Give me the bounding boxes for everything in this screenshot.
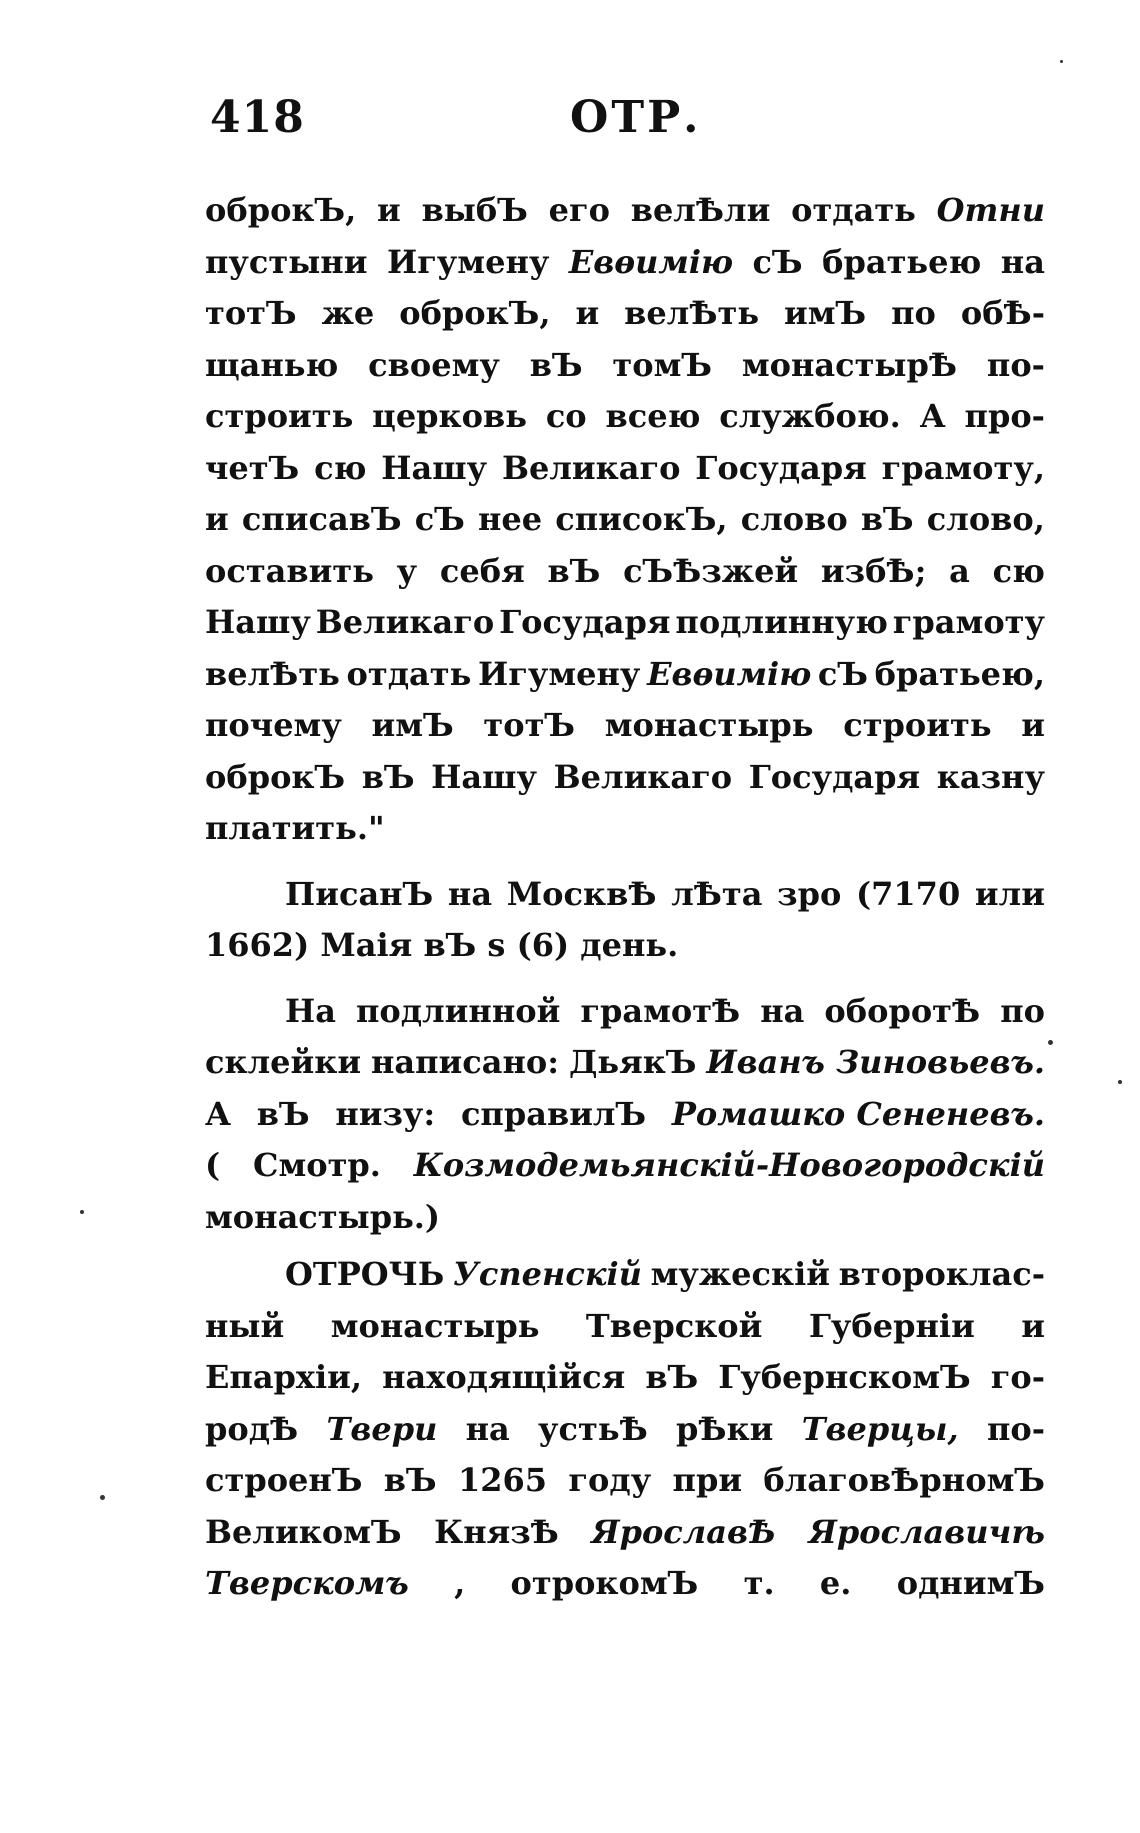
text-line — [205, 1558, 1045, 1610]
italic-word: Тверскомъ — [205, 1564, 409, 1602]
word: вЪ — [256, 1094, 310, 1133]
word: подлинную — [675, 603, 888, 641]
word: вЪ — [383, 1461, 437, 1499]
word: оставить — [205, 551, 374, 590]
word: А — [205, 1094, 232, 1133]
word: щанью — [205, 345, 339, 384]
word: справилЪ — [460, 1094, 647, 1133]
word: Игумену — [386, 242, 550, 281]
italic-word: Евѳимію — [647, 654, 812, 693]
word: второклас- — [838, 1255, 1045, 1293]
text-line — [205, 546, 1045, 598]
word: вЪ — [645, 1358, 699, 1396]
word: у — [396, 551, 418, 590]
text-line — [205, 288, 1045, 340]
word: братьею, — [874, 654, 1045, 693]
word: оброкЪ, — [399, 294, 551, 332]
word: велѢть — [205, 654, 340, 693]
word: ВеликомЪ — [205, 1512, 402, 1551]
word: низу: — [335, 1094, 436, 1133]
word: а — [949, 551, 970, 590]
italic-word: Твери — [326, 1409, 438, 1448]
word: четЪ — [205, 448, 300, 487]
paragraph-charter-text — [205, 185, 1045, 803]
word: Нашу — [431, 757, 537, 796]
word: на — [465, 1409, 510, 1448]
word: вЪ — [529, 345, 583, 384]
word: сЪ — [817, 654, 868, 693]
body-text — [205, 185, 1045, 1610]
text-line — [205, 597, 1045, 649]
word: находящійся — [382, 1358, 626, 1396]
word: на — [447, 874, 493, 913]
word: сЪѢзжей — [623, 551, 799, 590]
word: казну — [936, 757, 1045, 796]
word: устьѢ — [538, 1409, 648, 1448]
word: Тверской — [585, 1306, 763, 1345]
text-line — [205, 986, 1045, 1038]
word: сю — [992, 551, 1045, 590]
italic-word: Иванъ Зиновьевъ. — [706, 1043, 1045, 1081]
word: ный — [205, 1306, 285, 1345]
word: КнязѢ — [434, 1512, 559, 1551]
word: по- — [986, 1409, 1045, 1448]
word: избѢ; — [820, 551, 927, 590]
text-line — [205, 700, 1045, 752]
italic-word: Ромашко Сененевъ. — [671, 1094, 1045, 1133]
word: про- — [964, 397, 1045, 435]
word: Государя — [695, 448, 867, 487]
scan-speck — [80, 1210, 84, 1214]
italic-word: Козмодемьянскій-Новогородскій — [413, 1146, 1045, 1184]
italic-word: ЯрославѢ — [591, 1512, 777, 1551]
text-line — [205, 1352, 1045, 1404]
word: церковь — [372, 397, 527, 435]
scan-speck — [1118, 1080, 1122, 1084]
word: сЪ — [414, 500, 465, 538]
word: А — [919, 397, 946, 435]
word: ДьякЪ — [568, 1043, 697, 1081]
word: же — [321, 294, 375, 332]
text-line — [205, 443, 1045, 495]
word: го- — [990, 1358, 1045, 1396]
italic-word: Ярославичѣ — [808, 1512, 1045, 1551]
word: лѢта — [671, 874, 763, 913]
paragraph-otroch-monastery — [205, 1249, 1045, 1610]
word: написано: — [370, 1043, 560, 1081]
word: 1265 — [457, 1461, 548, 1499]
word: сю — [314, 448, 367, 487]
word: выбЪ — [421, 191, 528, 229]
word: монастырь — [330, 1306, 540, 1345]
word: На — [285, 991, 336, 1030]
word: нее — [477, 500, 543, 538]
word: родѢ — [205, 1409, 299, 1448]
word: ОТРОЧЬ — [285, 1255, 445, 1293]
word: однимЪ — [896, 1564, 1045, 1602]
word: по — [891, 294, 936, 332]
scan-speck — [100, 1495, 105, 1500]
word: ПисанЪ — [285, 874, 434, 913]
word: строить — [843, 706, 992, 744]
word: и — [205, 500, 229, 538]
word: имЪ — [784, 294, 867, 332]
word: грамоту — [892, 603, 1045, 641]
word: строить — [205, 397, 354, 435]
word: Губерніи — [808, 1306, 975, 1345]
word: монастырѢ — [741, 345, 958, 384]
word: имЪ — [371, 706, 454, 744]
paragraph-original-charter-note — [205, 986, 1045, 1192]
text-line — [205, 1037, 1045, 1089]
text-line — [205, 752, 1045, 804]
word: или — [974, 874, 1045, 913]
word: Нашу — [381, 448, 488, 487]
word: пустыни — [205, 242, 368, 281]
word: Государя — [499, 603, 671, 641]
word: и — [377, 191, 401, 229]
word: велѢть — [624, 294, 760, 332]
word: вЪ — [860, 500, 914, 538]
word: службою. — [719, 397, 901, 435]
word: году — [568, 1461, 652, 1499]
word: Епархіи, — [205, 1358, 363, 1396]
word: списавЪ — [241, 500, 402, 538]
text-line — [205, 340, 1045, 392]
word: вЪ — [361, 757, 415, 796]
word: зро — [777, 874, 842, 913]
word: Государя — [748, 757, 921, 796]
word: братьею — [822, 242, 982, 281]
word: Великаго — [315, 603, 495, 641]
word: Смотр. — [252, 1146, 381, 1184]
paragraph-written-in-moscow — [205, 869, 1045, 921]
paragraph-date-last-line — [205, 920, 1045, 972]
word: благовѢрномЪ — [763, 1461, 1045, 1499]
word: е. — [819, 1564, 852, 1602]
word: тотЪ — [483, 706, 576, 744]
text-line — [205, 1507, 1045, 1559]
page-header — [210, 92, 1040, 152]
word: при — [672, 1461, 743, 1499]
text-line — [205, 1140, 1045, 1192]
word: со — [545, 397, 587, 435]
text-line — [205, 1249, 1045, 1301]
text-line — [205, 494, 1045, 546]
word: ( — [205, 1146, 221, 1184]
word: на — [1000, 242, 1045, 281]
charter-last-line-text: платить." — [205, 809, 385, 847]
word: обѢ- — [960, 294, 1045, 332]
word: сЪ — [752, 242, 803, 281]
note-last-line-text: монастырь.) — [205, 1197, 441, 1236]
word: оброкЪ — [205, 757, 346, 796]
word: его — [548, 191, 610, 229]
word: МосквѢ — [506, 874, 657, 913]
word: Игумену — [478, 654, 641, 693]
word: монастырь — [604, 706, 814, 744]
paragraph-note-last-line — [205, 1192, 1045, 1244]
word: Нашу — [205, 603, 311, 641]
word: мужескій — [650, 1255, 830, 1293]
paragraph-charter-last-line — [205, 803, 1045, 855]
word: слово, — [926, 500, 1045, 538]
word: , — [454, 1564, 466, 1602]
word: и — [1021, 706, 1045, 744]
word: на — [760, 991, 805, 1030]
word: по- — [986, 345, 1045, 384]
text-line — [205, 1455, 1045, 1507]
word: отдать — [791, 191, 916, 229]
word: и — [575, 294, 600, 332]
page-number: 418 — [210, 92, 305, 143]
text-line — [205, 1301, 1045, 1353]
word: строенЪ — [205, 1461, 363, 1499]
word: и — [1021, 1306, 1045, 1345]
word: (7170 — [856, 874, 961, 913]
word: слово — [740, 500, 848, 538]
word: всею — [605, 397, 701, 435]
word: т. — [743, 1564, 775, 1602]
word: склейки — [205, 1043, 362, 1081]
italic-word: Успенскій — [452, 1255, 642, 1293]
text-line — [205, 237, 1045, 289]
word: оборотѢ — [824, 991, 981, 1030]
word: велѢли — [630, 191, 771, 229]
word: Великаго — [501, 448, 681, 487]
italic-word: Тверцы, — [801, 1409, 959, 1448]
word: вЪ — [547, 551, 601, 590]
word: отдать — [346, 654, 472, 693]
word: подлинной — [356, 991, 561, 1030]
text-line — [205, 185, 1045, 237]
word: Великаго — [553, 757, 733, 796]
scan-speck — [1048, 1040, 1053, 1045]
word: тотЪ — [205, 294, 297, 332]
word: оброкЪ, — [205, 191, 357, 229]
italic-word: Отни — [936, 191, 1045, 229]
date-last-line-text: 1662) Маія вЪ ѕ (6) день. — [205, 926, 679, 964]
word: рѢки — [676, 1409, 774, 1448]
text-line — [205, 649, 1045, 701]
word: по — [1000, 991, 1045, 1030]
word: ГубернскомЪ — [718, 1358, 971, 1396]
word: своему — [368, 345, 500, 384]
text-line — [205, 391, 1045, 443]
word: грамотѢ — [580, 991, 741, 1030]
italic-word: Евѳимію — [568, 242, 734, 281]
word: почему — [205, 706, 342, 744]
word: списокЪ, — [555, 500, 728, 538]
text-line — [205, 1404, 1045, 1456]
text-line — [205, 869, 1045, 921]
word: отрокомЪ — [510, 1564, 699, 1602]
word: томЪ — [612, 345, 712, 384]
scan-speck — [1060, 60, 1063, 63]
running-head: ОТР. — [570, 92, 702, 143]
word: грамоту, — [881, 448, 1045, 487]
text-line — [205, 1089, 1045, 1141]
word: себя — [439, 551, 525, 590]
